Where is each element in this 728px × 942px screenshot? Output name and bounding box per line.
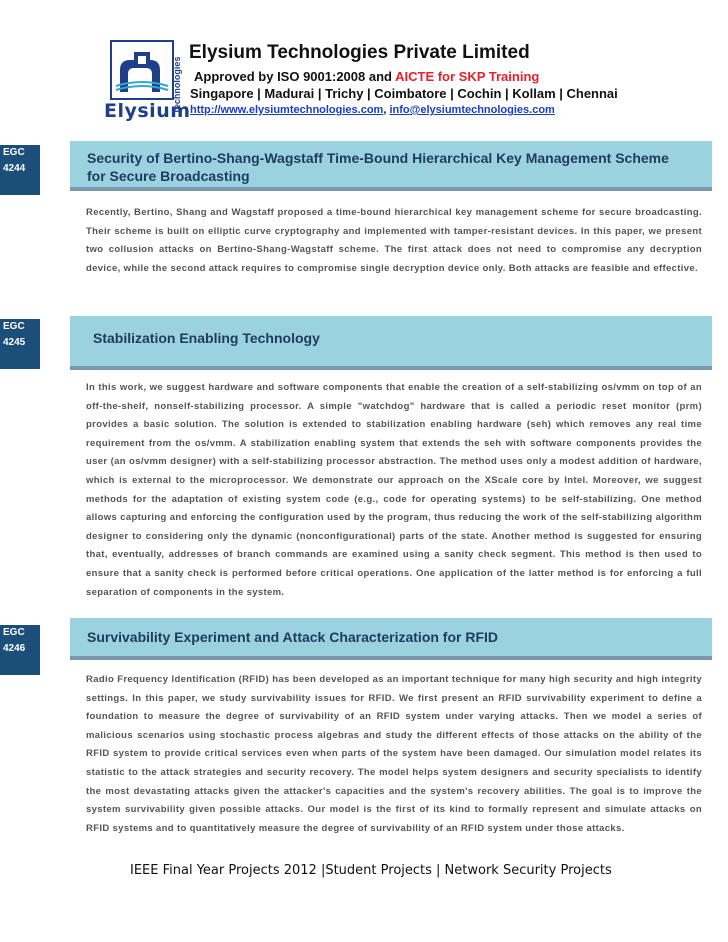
approval-prefix: Approved by ISO 9001:2008 and xyxy=(194,69,392,84)
code-number: 4245 xyxy=(3,337,26,348)
entry-abstract: Recently, Bertino, Shang and Wagstaff proposed a time-bound hierarchical key management scheme for secure broadcasting. Their scheme is built on elliptic curve cryptography and implemented with tamper-resistant devices. In this paper, we present two collusion attacks on Bertino-Shang-Wagstaff scheme. The first attack does not need to compromise any decryption device, while the second attack requires to compromise single decryption device only. Both attacks are feasible and effective. xyxy=(86,207,702,274)
entry-abstract: Radio Frequency Identification (RFID) has been developed as an important technique for many high security and high integrity settings. In this paper, we study survivability issues for RFID. We first present an RFID survivability experiment to define a foundation to measure the degree of survivability of an RFID system under varying attacks. Then we model a series of malicious scenarios using stochastic process algebras and study the different effects of those attacks on the ability of the RFID system to provide critical services even when parts of the system have been damaged. Our simulation model relates its statistic to the attack strategies and security recovery. The model helps system designers and security specialists to identify the most devastating attacks given the attacker's capacities and the system's recovery abilities. The goal is to improve the system survivability given possible attacks. Our model is the first of its kind to formally represent and simulate attacks on RFID systems and to quantitatively measure the degree of survivability of an RFID system under those attacks. xyxy=(86,674,702,834)
entry-title: Stabilization Enabling Technology xyxy=(93,330,320,346)
company-name: Elysium Technologies Private Limited xyxy=(189,42,530,63)
contact-separator: , xyxy=(383,104,387,116)
code-prefix: EGC xyxy=(3,627,25,638)
footer-text: IEEE Final Year Projects 2012 |Student Projects | Network Security Projects xyxy=(130,863,612,878)
contact-links xyxy=(190,104,555,116)
approval-highlight: AICTE for SKP Training xyxy=(395,69,540,84)
entry-title-bar xyxy=(70,141,712,191)
entry-title-bar xyxy=(70,618,712,660)
entry-title-line2: for Secure Broadcasting xyxy=(87,168,250,184)
project-code-4246 xyxy=(0,625,40,675)
logo-emblem xyxy=(110,40,174,100)
logo-vertical-text: Technologies xyxy=(172,56,182,114)
code-number: 4246 xyxy=(3,643,26,654)
code-prefix: EGC xyxy=(3,147,25,158)
office-locations: Singapore | Madurai | Trichy | Coimbatore | Cochin | Kollam | Chennai xyxy=(190,86,618,101)
approval-line xyxy=(194,69,539,84)
company-logo xyxy=(100,40,191,122)
entry-title-bar xyxy=(70,316,712,370)
website-link[interactable]: http://www.elysiumtechnologies.com xyxy=(190,104,384,116)
entry-title: Survivability Experiment and Attack Characterization for RFID xyxy=(87,629,499,645)
bridge-tower-icon xyxy=(112,42,172,98)
entry-abstract: In this work, we suggest hardware and software components that enable the creation of a self-stabilizing os/vmm on top of an off-the-shelf, nonself-stabilizing processor. A simple "watchdog" hardware that is called a periodic reset monitor (prm) provides a basic solution. The solution is extended to stabilization enabling hardware (seh) which removes any real time requirement from the os/vmm. A stabilization enabling system that extends the seh with software components provides the user (an os/vmm designer) with a self-stabilizing processor abstraction. The method uses only a modest addition of hardware, which is external to the microprocessor. We demonstrate our approach on the XScale core by Intel. Moreover, we suggest methods for the adaptation of existing system code (e.g., code for operating systems) to be self-stabilizing. One method allows capturing and enforcing the configuration used by the program, thus reducing the work of the self-stabilizing algorithm designer to considering only the dynamic (nonconfigurational) parts of the state. Another method is suggested for ensuring that, eventually, addresses of branch commands are examined using a sanity check segment. This method is then used to ensure that a sanity check is performed before critical operations. One application of the latter method is for enforcing a full separation of components in the system. xyxy=(86,382,702,598)
code-number: 4244 xyxy=(3,163,26,174)
logo-wordmark: Elysium xyxy=(104,100,191,122)
project-code-4245 xyxy=(0,319,40,369)
email-link[interactable]: info@elysiumtechnologies.com xyxy=(389,104,555,116)
entry-title-line1: Security of Bertino-Shang-Wagstaff Time-Bound Hierarchical Key Management Scheme xyxy=(87,150,669,166)
project-code-4244 xyxy=(0,145,40,195)
entry-title xyxy=(87,149,669,185)
code-prefix: EGC xyxy=(3,321,25,332)
